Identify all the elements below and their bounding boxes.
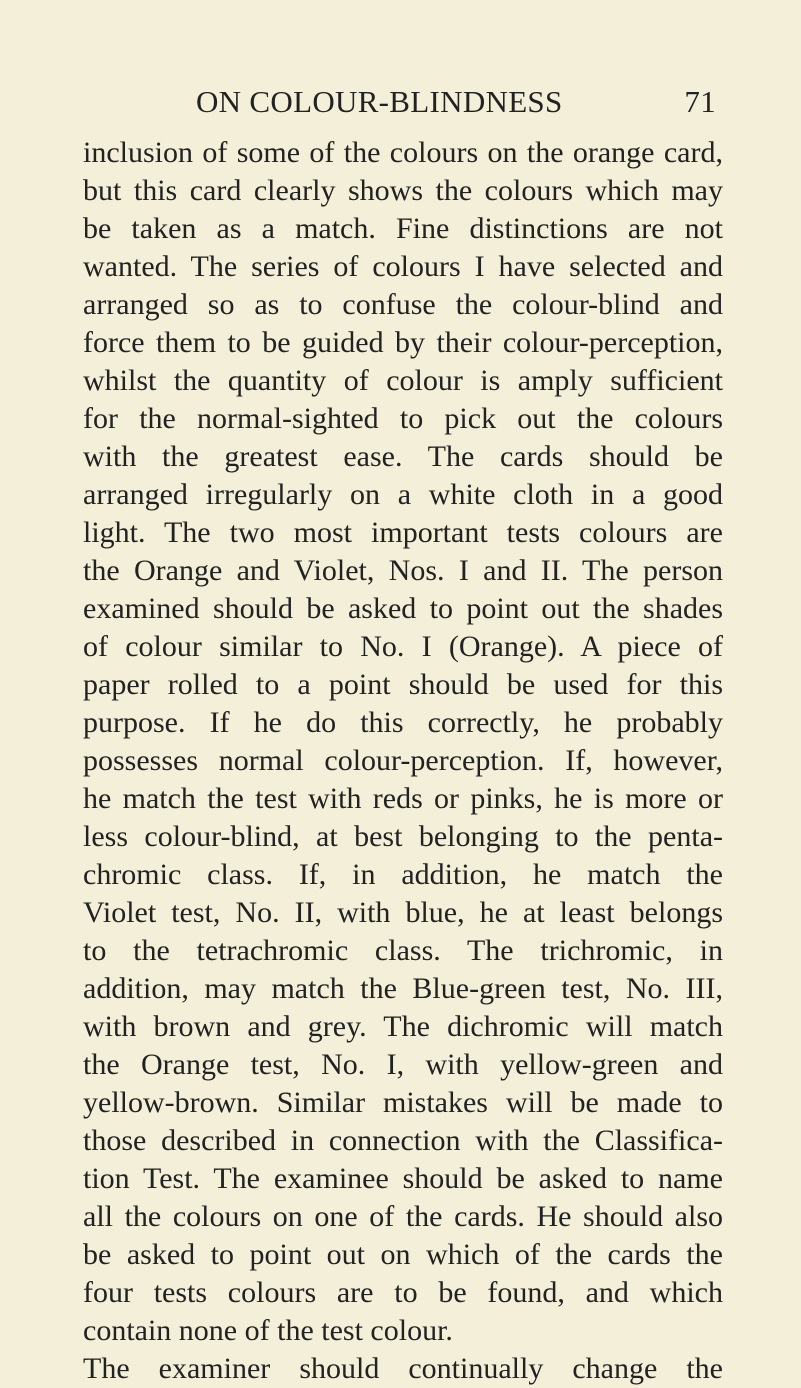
text-line: examined should be asked to point out the shades <box>83 592 723 625</box>
text-line: less colour-blind, at best belonging to the penta- <box>83 820 723 853</box>
text-line: he match the test with reds or pinks, he is more or <box>83 782 723 815</box>
text-line: to the tetrachromic class. The trichromic, in <box>83 934 723 967</box>
text-line: inclusion of some of the colours on the orange card, <box>83 136 723 169</box>
text-line: purpose. If he do this correctly, he probably <box>83 706 723 739</box>
text-line: of colour similar to No. I (Orange). A piece of <box>83 630 723 663</box>
text-line: be asked to point out on which of the cards the <box>83 1238 723 1271</box>
text-line: whilst the quantity of colour is amply sufficient <box>83 364 723 397</box>
text-line: four tests colours are to be found, and which <box>83 1276 723 1309</box>
text-line: but this card clearly shows the colours which may <box>83 174 723 207</box>
text-line: be taken as a match. Fine distinctions are not <box>83 212 723 245</box>
text-line: tion Test. The examinee should be asked to name <box>83 1162 723 1195</box>
text-line: Violet test, No. II, with blue, he at least belongs <box>83 896 723 929</box>
text-line: wanted. The series of colours I have selected and <box>83 250 723 283</box>
text-line: the Orange and Violet, Nos. I and II. The person <box>83 554 723 587</box>
text-line: for the normal-sighted to pick out the colours <box>83 402 723 435</box>
text-line: The examiner should continually change the <box>83 1352 723 1385</box>
running-title: ON COLOUR-BLINDNESS <box>196 84 563 119</box>
text-line: all the colours on one of the cards. He should also <box>83 1200 723 1233</box>
text-line: yellow-brown. Similar mistakes will be made to <box>83 1086 723 1119</box>
text-line: those described in connection with the Classifica- <box>83 1124 723 1157</box>
text-line: paper rolled to a point should be used for this <box>83 668 723 701</box>
body-text <box>83 134 723 1388</box>
running-header <box>196 82 716 122</box>
text-line: addition, may match the Blue-green test, No. III, <box>83 972 723 1005</box>
text-line: arranged so as to confuse the colour-blind and <box>83 288 723 321</box>
text-line: chromic class. If, in addition, he match the <box>83 858 723 891</box>
page-number: 71 <box>684 84 716 119</box>
text-line: light. The two most important tests colours are <box>83 516 723 549</box>
text-line: possesses normal colour-perception. If, however, <box>83 744 723 777</box>
text-line: force them to be guided by their colour-perception, <box>83 326 723 359</box>
text-line: with brown and grey. The dichromic will match <box>83 1010 723 1043</box>
text-line: contain none of the test colour. <box>83 1314 453 1347</box>
text-line: the Orange test, No. I, with yellow-green and <box>83 1048 723 1081</box>
text-line: with the greatest ease. The cards should be <box>83 440 723 473</box>
text-line: arranged irregularly on a white cloth in a good <box>83 478 723 511</box>
